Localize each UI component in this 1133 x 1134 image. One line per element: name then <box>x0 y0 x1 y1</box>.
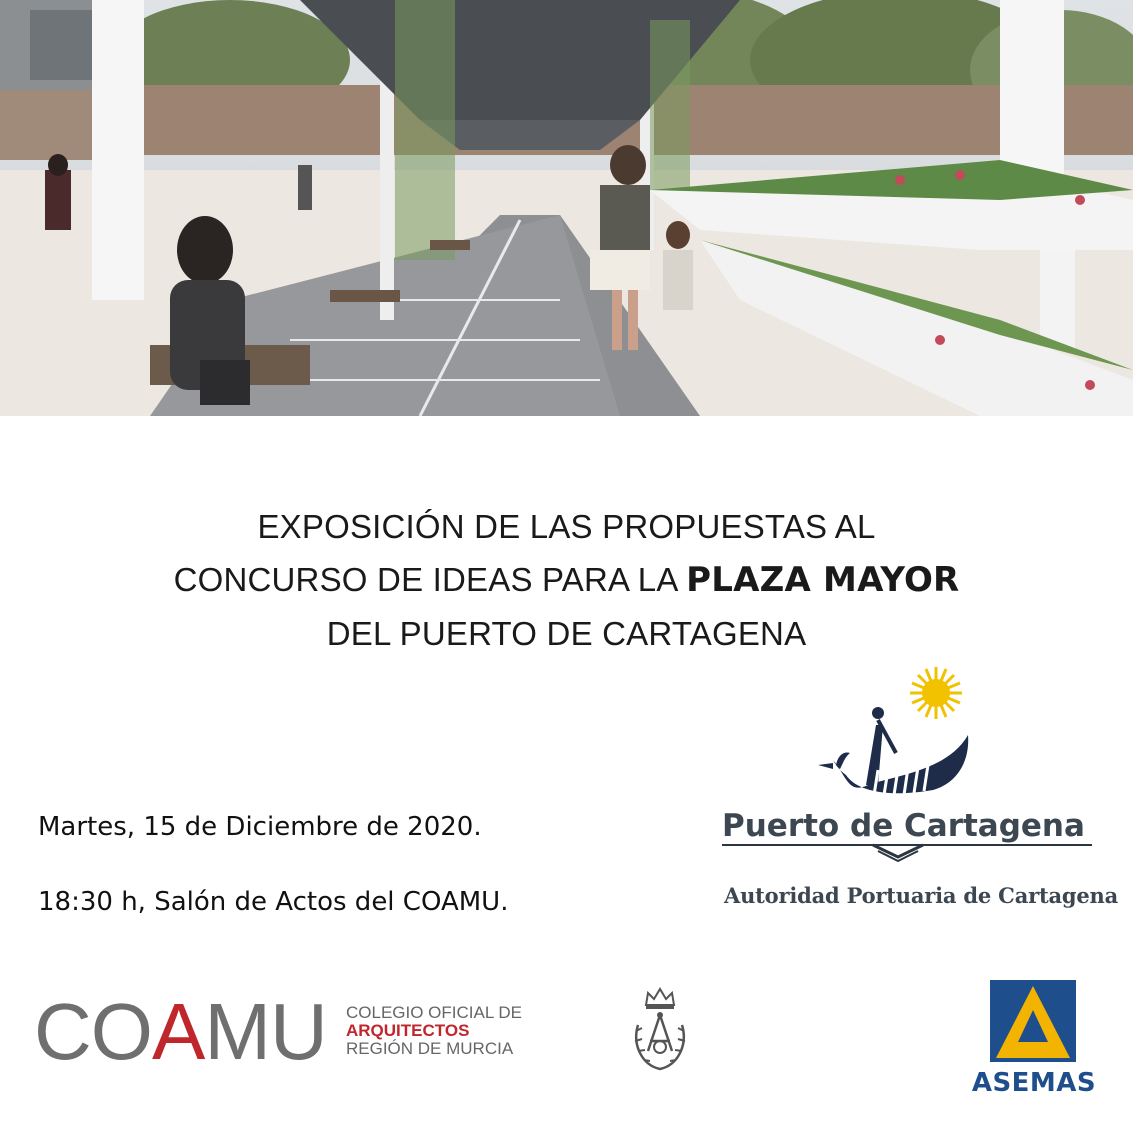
ship-sun-icon <box>718 665 1098 915</box>
coamu-subtitle-line-3: REGIÓN DE MURCIA <box>346 1039 514 1058</box>
title-line-1: EXPOSICIÓN DE LAS PROPUESTAS AL <box>257 508 876 545</box>
title-line-2 <box>0 553 1133 607</box>
puerto-cartagena-name: Puerto de Cartagena <box>722 808 1085 844</box>
exhibition-title <box>0 500 1133 660</box>
coamu-word-a: A <box>152 987 205 1076</box>
coamu-word-co: CO <box>34 987 152 1076</box>
coamu-subtitle-line-2: ARQUITECTOS <box>346 1021 470 1040</box>
event-date: Martes, 15 de Diciembre de 2020. <box>38 812 482 842</box>
plaza-rendering-image <box>0 0 1133 416</box>
title-highlight-plaza-mayor: PLAZA MAYOR <box>686 560 960 600</box>
title-line-2-prefix: CONCURSO DE IDEAS PARA LA <box>173 561 677 598</box>
asemas-triangle-icon <box>990 980 1076 1062</box>
event-time-place: 18:30 h, Salón de Actos del COAMU. <box>38 887 509 917</box>
puerto-cartagena-subtitle: Autoridad Portuaria de Cartagena <box>724 883 1118 908</box>
architects-crest-icon <box>620 985 700 1075</box>
coamu-logo-subtitle <box>346 1004 522 1058</box>
coamu-word-mu: MU <box>204 987 327 1076</box>
coamu-subtitle-line-1: COLEGIO OFICIAL DE <box>346 1003 523 1022</box>
asemas-name: ASEMAS <box>971 1068 1097 1098</box>
puerto-cartagena-logo <box>718 665 1098 915</box>
title-line-3: DEL PUERTO DE CARTAGENA <box>326 615 807 652</box>
coamu-logo-wordmark <box>34 987 327 1076</box>
